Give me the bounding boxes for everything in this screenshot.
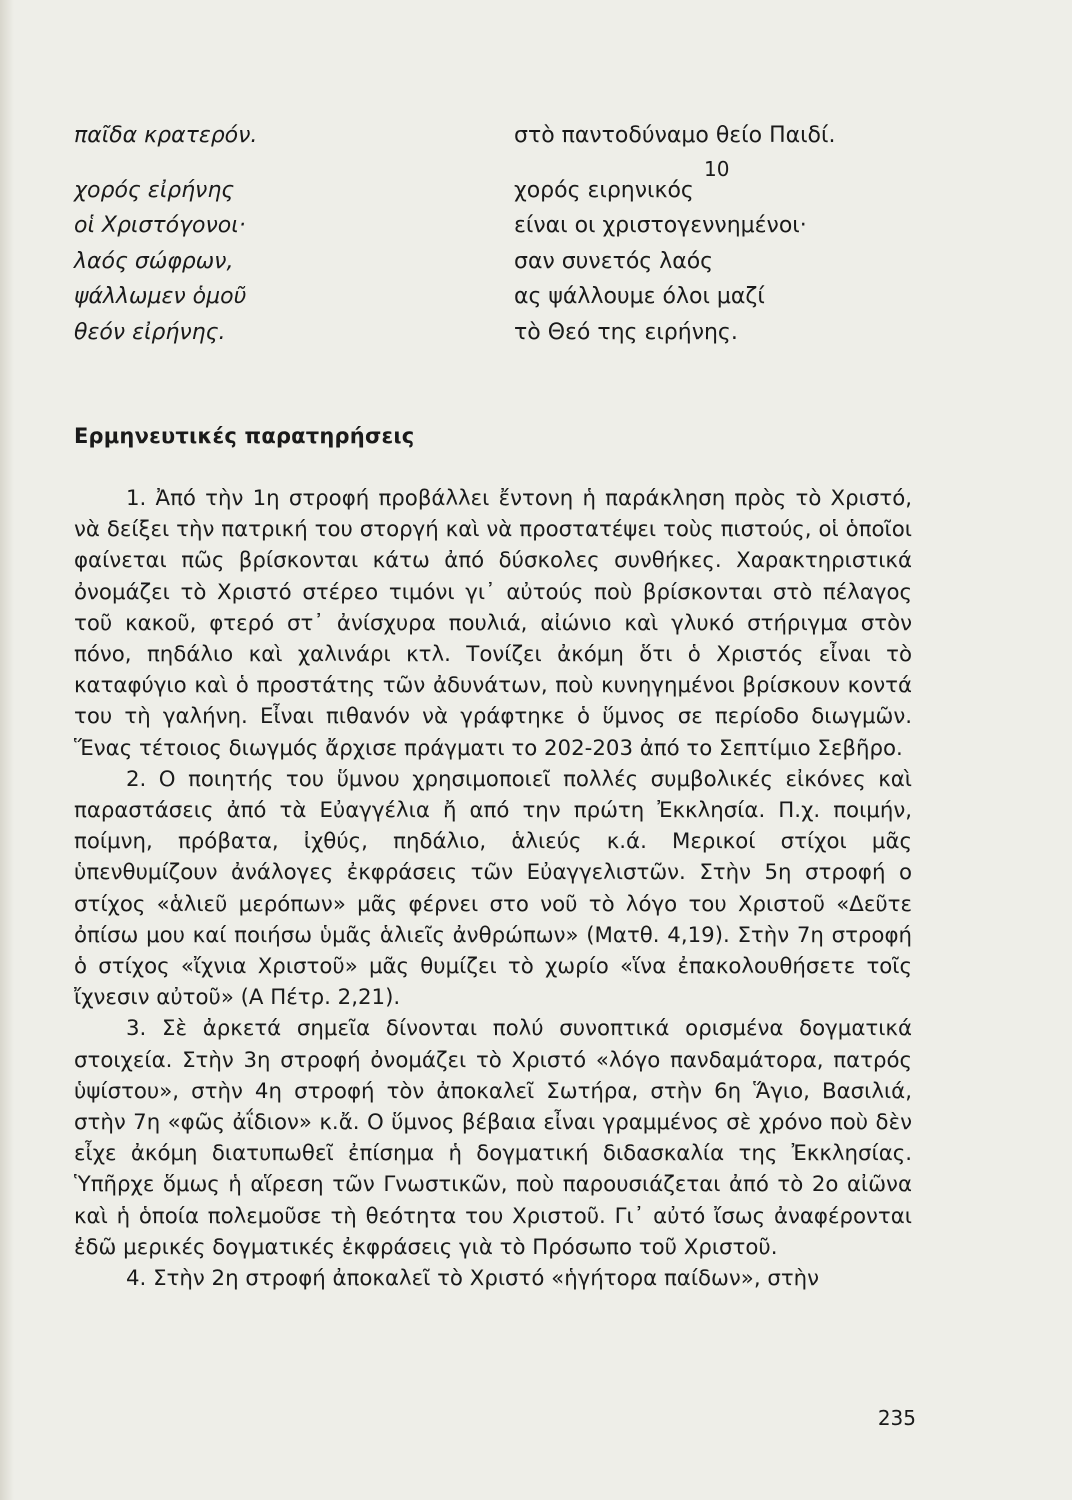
paragraph: 3. Σὲ ἀρκετά σημεῖα δίνονται πολύ συνοπτικά ορισμένα δογματικά στοιχεία. Στὴν 3η στροφή ὀνομάζει τὸ Χριστό «λόγο πανδαμάτορα, πατρός ὑψίστου», στὴν 4η στροφή τὸν ἀποκαλεῖ Σωτήρα, στὴν 6η Ἅγιο, Βασιλιά, στὴν 7η «φῶς ἀΐδιον» κ.ἄ. Ο ὕμνος βέβαια εἶναι γραμμένος σὲ χρόνο ποὺ δὲν εἶχε ἀκόμη διατυπωθεῖ ἐπίσημα ἡ δογματική διδασκαλία της Ἐκκλησίας. Ὑπῆρχε ὅμως ἡ αἵρεση τῶν Γνωστικῶν, ποὺ παρουσιάζεται ἀπό τὸ 2ο αἰῶνα καὶ ἡ ὁποία πολεμοῦσε τὴ θεότητα του Χριστοῦ. Γι᾽ αὐτό ἴσως ἀναφέρονται ἐδῶ μερικές δογματικές ἐκφράσεις γιὰ τὸ Πρόσωπο τοῦ Χριστοῦ.	[74, 1016, 912, 1260]
original-line: θεόν εἰρήνης.	[74, 319, 226, 345]
translation-line: σαν συνετός λαός	[514, 248, 714, 274]
hymn-translation-column	[514, 118, 974, 350]
section-heading: Ερμηνευτικές παρατηρήσεις	[74, 424, 415, 448]
original-line: παῖδα κρατερόν.	[74, 123, 258, 148]
original-line: ψάλλωμεν ὁμοῦ	[74, 284, 247, 309]
stanza-gap	[514, 154, 974, 173]
stanza-number: 10	[704, 157, 730, 181]
original-line: λαός σώφρων,	[74, 248, 234, 274]
page-number: 235	[877, 1406, 916, 1430]
translation-line: ας ψάλλουμε όλοι μαζί	[514, 284, 765, 309]
page-edge-shadow	[0, 0, 14, 1500]
paragraph: 2. Ο ποιητής του ὕμνου χρησιμοποιεῖ πολλές συμβολικές εἰκόνες καὶ παραστάσεις ἀπό τὰ Εὐαγγέλια ἤ από την πρώτη Ἐκκλησία. Π.χ. ποιμήν, ποίμνη, πρόβατα, ἰχθύς, πηδάλιο, ἁλιεύς κ.ά. Μερικοί στίχοι μᾶς ὑπενθυμίζουν ἀνάλογες ἐκφράσεις τῶν Εὐαγγελιστῶν. Στὴν 5η στροφή ο στίχος «ἁλιεῦ μερόπων» μᾶς φέρνει στο νοῦ τὸ λόγο του Χριστοῦ «Δεῦτε ὀπίσω μου καί ποιήσω ὑμᾶς ἁλιεῖς ἀνθρώπων» (Ματθ. 4,19). Στὴν 7η στροφή ὁ στίχος «ἴχνια Χριστοῦ» μᾶς θυμίζει τὸ χωρίο «ἵνα ἐπακολουθήσετε τοῖς ἴχνεσιν αὐτοῦ» (Α Πέτρ. 2,21).	[74, 766, 912, 1011]
commentary-body	[74, 483, 912, 1294]
translation-line: είναι οι χριστογεννημένοι·	[514, 213, 807, 238]
original-line: χορός εἰρήνης	[74, 177, 235, 203]
paragraph: 4. Στὴν 2η στροφή ἀποκαλεῖ τὸ Χριστό «ἡγήτορα παίδων», στὴν	[126, 1266, 820, 1292]
paragraph: 1. Ἀπό τὴν 1η στροφή προβάλλει ἔντονη ἡ παράκληση πρὸς τὸ Χριστό, νὰ δείξει τὴν πατρική του στοργή καὶ νὰ προστατέψει τοὺς πιστούς, οἱ ὁποῖοι φαίνεται πῶς βρίσκονται κάτω ἀπό δύσκολες συνθήκες. Χαρακτηριστικά ὀνομάζει τὸ Χριστό στέρεο τιμόνι γι᾽ αὐτούς ποὺ βρίσκονται στὸ πέλαγος τοῦ κακοῦ, φτερό στ᾽ ἀνίσχυρα πουλιά, αἰώνιο καὶ γλυκό στήριγμα στὸν πόνο, πηδάλιο καὶ χαλινάρι κτλ. Τονίζει ἀκόμη ὅτι ὁ Χριστός εἶναι τὸ καταφύγιο καὶ ὁ προστάτης τῶν ἀδυνάτων, ποὺ κυνηγημένοι βρίσκουν κοντά του τὴ γαλήνη. Εἶναι πιθανόν νὰ γράφτηκε ὁ ὕμνος σε περίοδο διωγμῶν. Ἕνας τέτοιος διωγμός ἄρχισε πράγματι το 202-203 ἀπό το Σεπτίμιο Σεβῆρο.	[74, 486, 912, 761]
translation-line: στὸ παντοδύναμο θείο Παιδί.	[514, 123, 836, 148]
original-line: οἱ Χριστόγονοι·	[74, 213, 246, 238]
stanza-gap	[74, 154, 494, 173]
translation-line: χορός ειρηνικός	[514, 177, 694, 203]
translation-line: τὸ Θεό της ειρήνης.	[514, 319, 738, 345]
hymn-original-column	[74, 118, 494, 350]
